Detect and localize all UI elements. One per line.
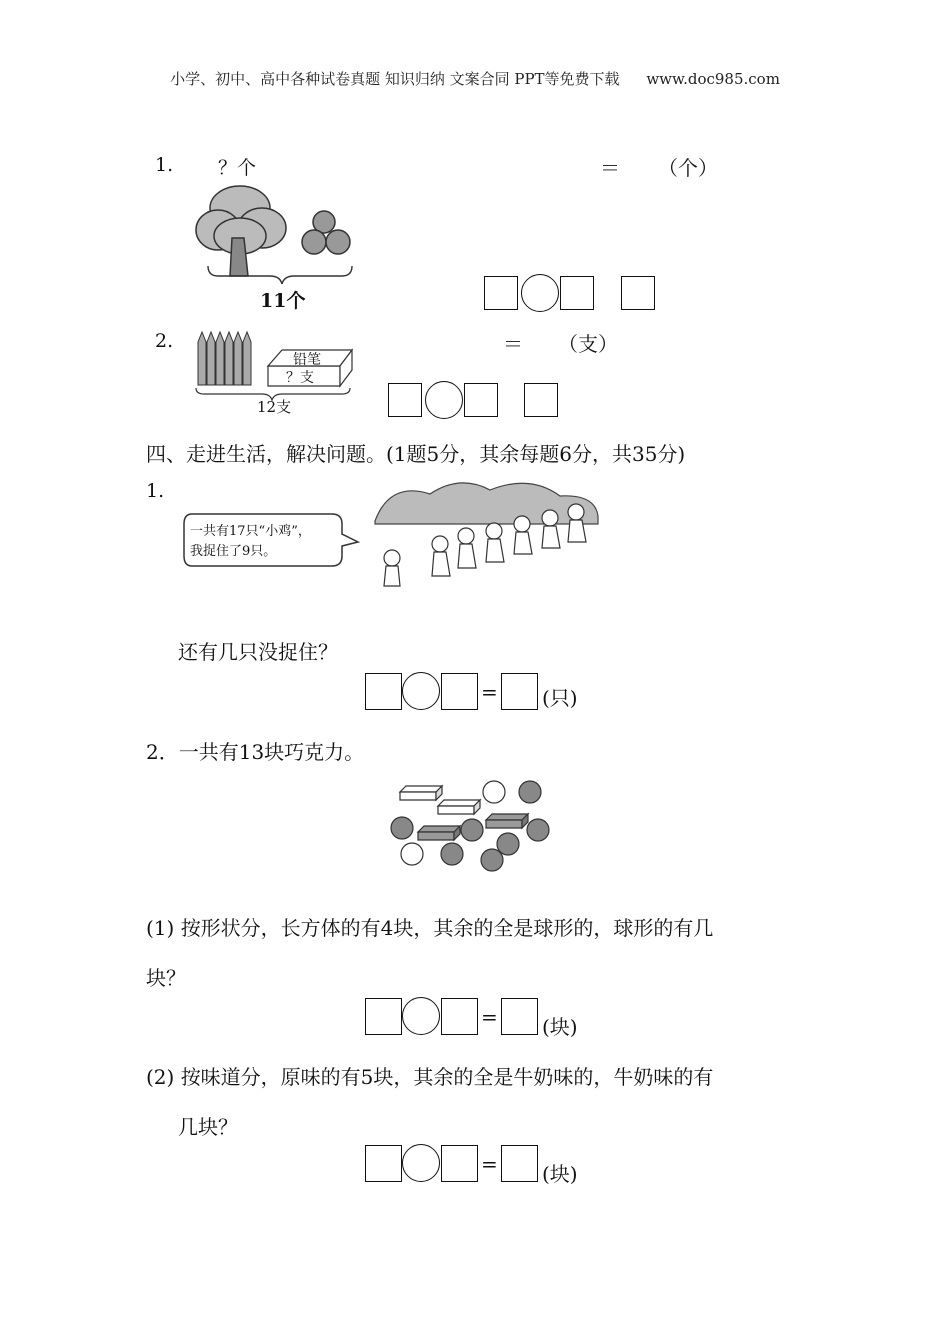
children-playing-illustration xyxy=(370,476,605,601)
p4-q2-sub2-operator-circle[interactable] xyxy=(402,1144,440,1182)
q1-equals: ＝ xyxy=(600,156,620,180)
q1-box-1[interactable] xyxy=(484,276,518,310)
q1-unknown-label: ？个 xyxy=(218,157,257,179)
p4-q1-question: 还有几只没捉住？ xyxy=(178,640,338,664)
q2-equals: ＝ xyxy=(503,332,523,356)
p4-q2-sub1-line2: 块？ xyxy=(146,966,186,990)
p4-q2-sub2-answer-box[interactable] xyxy=(501,1145,538,1182)
p4-q2-stem: 2．一共有13块巧克力。 xyxy=(146,740,365,764)
p4-q2-sub2-box-1[interactable] xyxy=(365,1145,402,1182)
p4-q1-answer-box[interactable] xyxy=(501,673,538,710)
q1-unit: （个） xyxy=(658,156,718,180)
p4-q1-equals: = xyxy=(481,680,498,704)
p4-q2-sub1-equals: = xyxy=(481,1005,498,1029)
q2-answer-box[interactable] xyxy=(524,383,558,417)
header-text: 小学、初中、高中各种试卷真题 知识归纳 文案合同 PPT等免费下载 xyxy=(170,70,620,88)
p4-q2-sub1-answer-box[interactable] xyxy=(501,998,538,1035)
q1-number: 1. xyxy=(155,154,174,176)
page-header xyxy=(0,68,950,89)
q2-box-2[interactable] xyxy=(464,383,498,417)
p4-q1-number: 1. xyxy=(146,480,165,502)
q1-answer-box[interactable] xyxy=(621,276,655,310)
bubble-line-2: 我捉住了9只。 xyxy=(190,544,277,559)
p4-q2-sub2-line2: 几块？ xyxy=(178,1115,238,1139)
q1-box-2[interactable] xyxy=(560,276,594,310)
p4-q2-sub2-unit: (块) xyxy=(542,1162,578,1186)
p4-q2-sub2-box-2[interactable] xyxy=(441,1145,478,1182)
q1-total-label: 11个 xyxy=(260,290,306,312)
q2-number: 2. xyxy=(155,330,174,352)
header-url[interactable]: www.doc985.com xyxy=(646,70,780,88)
bubble-line-1: 一共有17只“小鸡”， xyxy=(190,524,311,539)
p4-q2-sub2-equals: = xyxy=(481,1152,498,1176)
p4-q2-sub1-operator-circle[interactable] xyxy=(402,997,440,1035)
section-title: 四、走进生活，解决问题。(1题5分，其余每题6分，共35分) xyxy=(146,442,686,466)
p4-q2-sub1-unit: (块) xyxy=(542,1015,578,1039)
p4-q1-operator-circle[interactable] xyxy=(402,672,440,710)
p4-q2-sub1-line1: (1) 按形状分，长方体的有4块，其余的全是球形的，球形的有几 xyxy=(146,916,714,940)
q2-box-label-1: 铅笔 xyxy=(293,352,321,368)
q2-unit: （支） xyxy=(558,332,618,356)
q2-box-label-2: ？支 xyxy=(286,370,314,386)
p4-q1-unit: (只) xyxy=(542,686,578,710)
p4-q1-box-1[interactable] xyxy=(365,673,402,710)
p4-q2-sub1-box-2[interactable] xyxy=(441,998,478,1035)
q2-box-1[interactable] xyxy=(388,383,422,417)
p4-q1-box-2[interactable] xyxy=(441,673,478,710)
q2-operator-circle[interactable] xyxy=(425,381,463,419)
q2-total-label: 12支 xyxy=(257,398,292,416)
q1-operator-circle[interactable] xyxy=(521,274,559,312)
p4-q2-sub1-box-1[interactable] xyxy=(365,998,402,1035)
chocolates-illustration xyxy=(388,778,558,878)
p4-q2-sub2-line1: (2) 按味道分，原味的有5块，其余的全是牛奶味的，牛奶味的有 xyxy=(146,1065,714,1089)
